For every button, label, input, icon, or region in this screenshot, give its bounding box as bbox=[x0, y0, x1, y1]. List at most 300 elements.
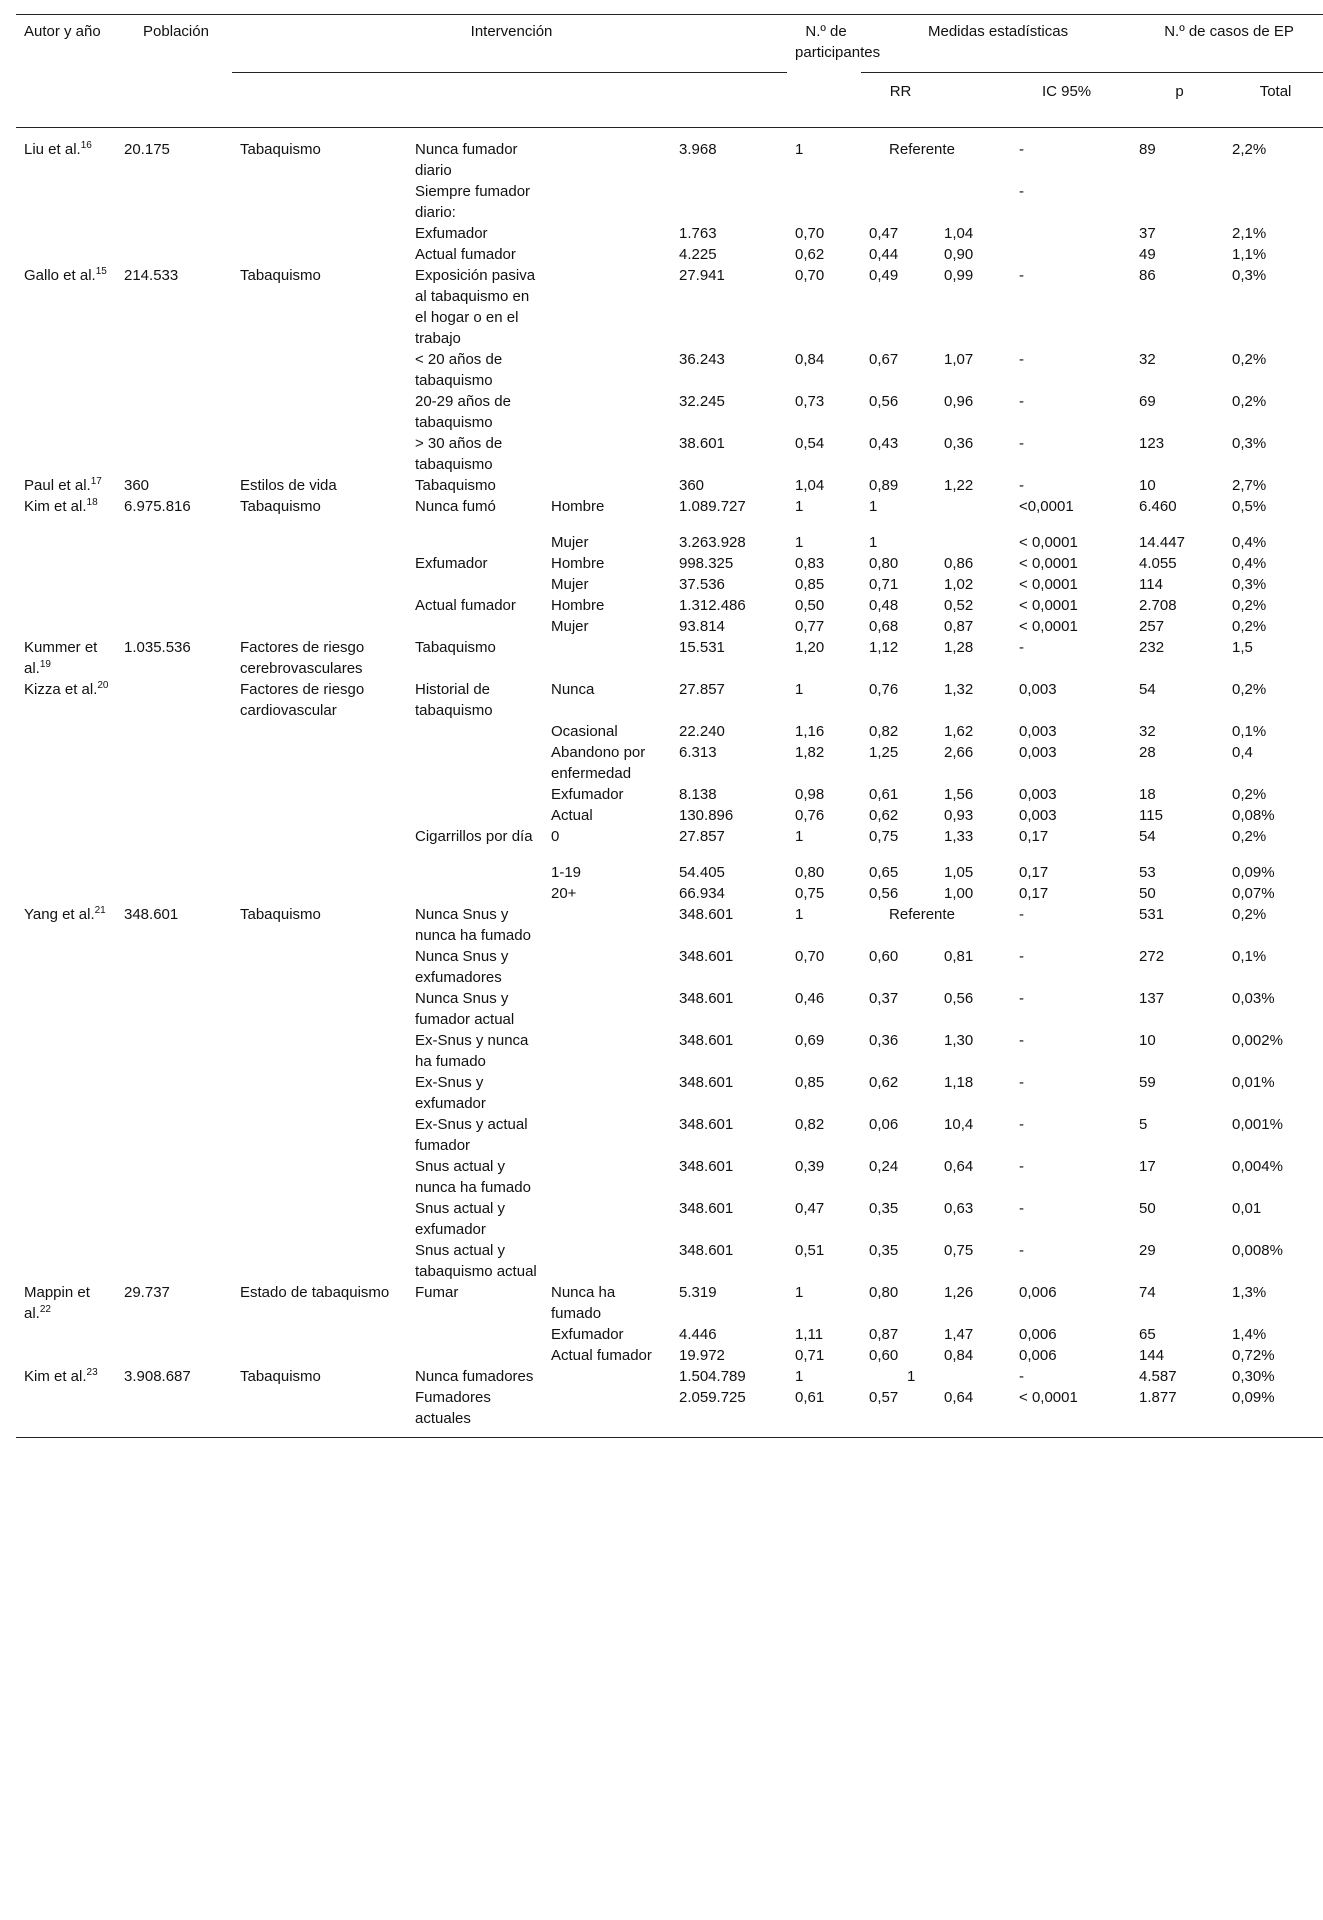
population-cell bbox=[116, 988, 232, 1030]
author-name: Kim et al. bbox=[24, 1368, 87, 1385]
participants-cell: 8.138 bbox=[679, 786, 717, 803]
ic95-high-cell: 0,96 bbox=[944, 393, 974, 410]
intervention-type-cell bbox=[232, 616, 407, 637]
author-cell bbox=[16, 244, 116, 265]
header-participants: N.º de participantes bbox=[795, 23, 881, 61]
participants-cell: 348.601 bbox=[679, 948, 734, 965]
percent-cell: 0,2% bbox=[1232, 681, 1267, 698]
intervention-detail-cell: Snus actual y nunca ha fumado bbox=[415, 1158, 531, 1196]
percent-cell: 0,03% bbox=[1232, 990, 1275, 1007]
participants-cell: 3.263.928 bbox=[679, 534, 746, 551]
author-reference: 22 bbox=[39, 1304, 51, 1315]
ic95-high-cell: 1,02 bbox=[944, 576, 974, 593]
subgroup-cell bbox=[543, 181, 671, 223]
table-row bbox=[16, 475, 1323, 496]
author-cell bbox=[16, 988, 116, 1030]
ic95-low-cell: 0,61 bbox=[869, 786, 899, 803]
total-cases-cell: 65 bbox=[1139, 1326, 1156, 1343]
population-cell bbox=[116, 721, 232, 742]
intervention-detail-cell: Nunca Snus y fumador actual bbox=[415, 990, 515, 1028]
ic95-low-cell: 0,67 bbox=[869, 351, 899, 368]
ic95-high-cell: 1,05 bbox=[944, 864, 974, 881]
table-row bbox=[16, 1030, 1323, 1072]
table-row bbox=[16, 988, 1323, 1030]
percent-cell: 1,4% bbox=[1232, 1326, 1267, 1343]
participants-cell: 27.857 bbox=[679, 828, 725, 845]
subgroup-cell bbox=[543, 128, 671, 182]
author-cell bbox=[16, 616, 116, 637]
author-cell bbox=[16, 1030, 116, 1072]
participants-cell: 360 bbox=[679, 477, 705, 494]
rr-cell: 1,16 bbox=[795, 723, 825, 740]
author-cell bbox=[16, 637, 116, 679]
percent-cell bbox=[1224, 181, 1323, 223]
author-reference: 23 bbox=[86, 1367, 98, 1378]
author-name: Kim et al. bbox=[24, 498, 87, 515]
rr-cell: 0,73 bbox=[795, 393, 825, 410]
percent-cell: 1,3% bbox=[1232, 1284, 1267, 1301]
table-row bbox=[16, 265, 1323, 349]
percent-cell: 0,001% bbox=[1232, 1116, 1283, 1133]
percent-cell: 0,72% bbox=[1232, 1347, 1275, 1364]
participants-cell: 3.968 bbox=[679, 141, 717, 158]
table-row bbox=[16, 128, 1323, 182]
rr-cell: 0,70 bbox=[795, 948, 825, 965]
author-cell bbox=[16, 181, 116, 223]
participants-cell: 998.325 bbox=[679, 555, 734, 572]
ic95-low-cell: 1 bbox=[869, 534, 878, 551]
intervention-detail-cell: Snus actual y tabaquismo actual bbox=[415, 1242, 537, 1280]
population-cell bbox=[116, 946, 232, 988]
subgroup-cell bbox=[543, 244, 671, 265]
rr-cell: 1,11 bbox=[795, 1326, 824, 1343]
percent-cell: 0,4% bbox=[1232, 555, 1267, 572]
rr-cell: 1 bbox=[795, 534, 804, 551]
population-cell bbox=[116, 883, 232, 904]
percent-cell: 0,09% bbox=[1224, 1387, 1323, 1438]
author-cell bbox=[16, 1156, 116, 1198]
total-cases-cell: 18 bbox=[1139, 786, 1156, 803]
percent-cell: 0,5% bbox=[1232, 498, 1267, 515]
participants-cell: 5.319 bbox=[679, 1284, 717, 1301]
p-value-cell: 0,17 bbox=[1019, 828, 1049, 845]
participants-cell: 93.814 bbox=[679, 618, 725, 635]
percent-cell: 0,30% bbox=[1232, 1368, 1275, 1385]
table-row bbox=[16, 679, 1323, 721]
percent-cell: 0,01% bbox=[1232, 1074, 1275, 1091]
population-cell: 20.175 bbox=[124, 141, 170, 158]
author-cell bbox=[16, 1282, 116, 1324]
rr-cell: 1 bbox=[795, 828, 804, 845]
author-cell bbox=[16, 223, 116, 244]
participants-cell: 348.601 bbox=[679, 1116, 734, 1133]
percent-cell: 0,2% bbox=[1232, 828, 1267, 845]
intervention-detail-cell: Actual fumador bbox=[415, 246, 516, 263]
author-name: Paul et al. bbox=[24, 477, 91, 494]
intervention-type-cell: Tabaquismo bbox=[240, 498, 321, 515]
ic95-high-cell: 1,47 bbox=[944, 1326, 974, 1343]
intervention-type-cell bbox=[232, 742, 407, 784]
percent-cell: 0,008% bbox=[1232, 1242, 1283, 1259]
intervention-type-cell: Factores de riesgo cerebrovasculares bbox=[240, 639, 365, 677]
population-cell bbox=[116, 1324, 232, 1345]
intervention-type-cell bbox=[232, 721, 407, 742]
ic95-high-cell: 1,30 bbox=[944, 1032, 974, 1049]
participants-cell: 1.312.486 bbox=[679, 597, 746, 614]
intervention-detail-cell bbox=[407, 883, 543, 904]
total-cases-cell: 232 bbox=[1139, 639, 1165, 656]
subgroup-cell bbox=[543, 1072, 671, 1114]
participants-cell: 2.059.725 bbox=[671, 1387, 787, 1438]
rr-cell: 1 bbox=[795, 141, 804, 158]
population-cell bbox=[116, 1114, 232, 1156]
intervention-type-cell bbox=[232, 946, 407, 988]
percent-cell: 0,09% bbox=[1232, 864, 1275, 881]
intervention-detail-cell: Siempre fumador diario: bbox=[415, 183, 531, 221]
subgroup-cell: Hombre bbox=[551, 597, 605, 614]
rr-cell: 0,84 bbox=[795, 351, 825, 368]
table-row bbox=[16, 721, 1323, 742]
table-row bbox=[16, 904, 1323, 946]
p-value-cell: - bbox=[1019, 1032, 1025, 1049]
participants-cell: 4.225 bbox=[679, 246, 717, 263]
p-value-cell bbox=[1011, 223, 1131, 244]
author-reference: 18 bbox=[86, 497, 98, 508]
ic95-high-cell: 1,33 bbox=[944, 828, 974, 845]
percent-cell: 0,3% bbox=[1232, 435, 1267, 452]
participants-cell: 348.601 bbox=[679, 1074, 734, 1091]
ic95-low-cell: 0,24 bbox=[869, 1158, 899, 1175]
total-cases-cell: 50 bbox=[1139, 1200, 1156, 1217]
intervention-detail-cell: Exfumador bbox=[415, 555, 488, 572]
total-cases-cell: 32 bbox=[1139, 723, 1156, 740]
ic95-low-cell: 0,60 bbox=[869, 948, 899, 965]
rr-cell: 0,98 bbox=[795, 786, 825, 803]
p-value-cell: 0,17 bbox=[1019, 864, 1049, 881]
author-cell bbox=[16, 883, 116, 904]
population-cell bbox=[116, 553, 232, 574]
author-cell bbox=[16, 805, 116, 826]
author-cell bbox=[16, 1198, 116, 1240]
table-row bbox=[16, 244, 1323, 265]
population-cell bbox=[116, 349, 232, 391]
participants-cell: 348.601 bbox=[679, 990, 734, 1007]
table-row bbox=[16, 1387, 1323, 1438]
subgroup-cell bbox=[543, 1156, 671, 1198]
author-cell bbox=[16, 553, 116, 574]
author-cell bbox=[16, 1345, 116, 1366]
percent-cell: 1,1% bbox=[1232, 246, 1267, 263]
author-cell bbox=[16, 128, 116, 182]
rr-cell: 1,04 bbox=[795, 477, 825, 494]
ic95-cell: 1 bbox=[907, 1368, 916, 1385]
ic95-low-cell: 0,57 bbox=[861, 1387, 936, 1438]
author-cell bbox=[16, 1072, 116, 1114]
intervention-detail-cell: Nunca fumadores bbox=[415, 1368, 534, 1385]
intervention-type-cell bbox=[232, 1198, 407, 1240]
intervention-type-cell bbox=[232, 391, 407, 433]
population-cell bbox=[116, 1072, 232, 1114]
intervention-type-cell bbox=[232, 1240, 407, 1282]
ic95-low-cell: 1 bbox=[869, 498, 878, 515]
intervention-type-cell bbox=[232, 805, 407, 826]
ic95-high-cell bbox=[936, 532, 1011, 553]
percent-cell: 0,2% bbox=[1232, 906, 1267, 923]
ic95-high-cell: 1,26 bbox=[944, 1284, 974, 1301]
subgroup-cell bbox=[543, 904, 671, 946]
rr-cell: 0,54 bbox=[795, 435, 825, 452]
intervention-type-cell bbox=[232, 574, 407, 595]
intervention-type-cell bbox=[232, 1030, 407, 1072]
author-reference: 21 bbox=[94, 905, 106, 916]
total-cases-cell: 1.877 bbox=[1131, 1387, 1224, 1438]
population-cell bbox=[116, 1387, 232, 1438]
table-row bbox=[16, 826, 1323, 862]
ic95-high-cell: 10,4 bbox=[944, 1116, 974, 1133]
subgroup-cell bbox=[543, 1366, 671, 1387]
subgroup-cell bbox=[543, 1030, 671, 1072]
p-value-cell: 0,006 bbox=[1019, 1326, 1057, 1343]
total-cases-cell bbox=[1131, 181, 1224, 223]
rr-cell: 0,51 bbox=[795, 1242, 825, 1259]
participants-cell: 348.601 bbox=[679, 906, 734, 923]
p-value-cell: < 0,0001 bbox=[1011, 1387, 1131, 1438]
intervention-detail-cell bbox=[407, 742, 543, 784]
participants-cell: 27.857 bbox=[679, 681, 725, 698]
p-value-cell: 0,003 bbox=[1019, 681, 1057, 698]
intervention-detail-cell bbox=[407, 1324, 543, 1345]
ic95-low-cell: 0,65 bbox=[869, 864, 899, 881]
ic95-low-cell: 0,49 bbox=[869, 267, 899, 284]
intervention-type-cell bbox=[232, 1072, 407, 1114]
total-cases-cell: 89 bbox=[1139, 141, 1156, 158]
p-value-cell: 0,003 bbox=[1019, 786, 1057, 803]
participants-cell: 22.240 bbox=[679, 723, 725, 740]
p-value-cell: - bbox=[1019, 948, 1025, 965]
total-cases-cell: 37 bbox=[1139, 225, 1156, 242]
total-cases-cell: 115 bbox=[1139, 807, 1163, 824]
table-row bbox=[16, 433, 1323, 475]
ic95-low-cell: 0,56 bbox=[869, 885, 899, 902]
participants-cell: 36.243 bbox=[679, 351, 725, 368]
ic95-low-cell: 0,87 bbox=[869, 1326, 899, 1343]
header-cases: N.º de casos de EP bbox=[1131, 15, 1323, 73]
subgroup-cell: Hombre bbox=[551, 498, 605, 515]
intervention-detail-cell: Nunca Snus y exfumadores bbox=[415, 948, 509, 986]
intervention-type-cell bbox=[232, 553, 407, 574]
intervention-detail-cell: Ex-Snus y exfumador bbox=[415, 1074, 486, 1112]
subgroup-cell: Exfumador bbox=[551, 1326, 624, 1343]
population-cell: 348.601 bbox=[124, 906, 179, 923]
header-population: Población bbox=[143, 23, 209, 40]
percent-cell: 0,1% bbox=[1232, 723, 1267, 740]
population-cell: 6.975.816 bbox=[124, 498, 191, 515]
participants-cell: 32.245 bbox=[679, 393, 725, 410]
total-cases-cell: 4.587 bbox=[1139, 1368, 1177, 1385]
author-name: Gallo et al. bbox=[24, 267, 96, 284]
p-value-cell: < 0,0001 bbox=[1019, 534, 1078, 551]
subgroup-cell bbox=[543, 988, 671, 1030]
table-row bbox=[16, 616, 1323, 637]
table-row bbox=[16, 742, 1323, 784]
participants-cell: 19.972 bbox=[679, 1347, 725, 1364]
subgroup-cell bbox=[543, 433, 671, 475]
intervention-detail-cell bbox=[407, 1345, 543, 1366]
author-cell bbox=[16, 904, 116, 946]
participants-cell: 348.601 bbox=[679, 1200, 734, 1217]
rr-cell: 0,82 bbox=[795, 1116, 825, 1133]
percent-cell: 2,2% bbox=[1232, 141, 1267, 158]
total-cases-cell: 123 bbox=[1139, 435, 1165, 452]
subgroup-cell bbox=[543, 349, 671, 391]
population-cell bbox=[116, 784, 232, 805]
population-cell bbox=[116, 1030, 232, 1072]
subgroup-cell: Ocasional bbox=[551, 723, 618, 740]
total-cases-cell: 257 bbox=[1139, 618, 1165, 635]
author-reference: 20 bbox=[97, 680, 109, 691]
p-value-cell: - bbox=[1019, 1242, 1025, 1259]
author-cell bbox=[16, 1240, 116, 1282]
subgroup-cell: 1-19 bbox=[551, 864, 582, 881]
p-value-cell: 0,006 bbox=[1019, 1284, 1057, 1301]
subgroup-cell bbox=[543, 475, 671, 496]
p-value-cell: - bbox=[1019, 393, 1025, 410]
p-value-cell: < 0,0001 bbox=[1019, 597, 1078, 614]
subgroup-cell bbox=[543, 391, 671, 433]
header-ic95: IC 95% bbox=[1041, 83, 1092, 100]
p-value-cell: - bbox=[1019, 1368, 1025, 1385]
intervention-type-cell bbox=[232, 349, 407, 391]
total-cases-cell: 14.447 bbox=[1139, 534, 1185, 551]
ic95-low-cell: 0,60 bbox=[869, 1347, 899, 1364]
rr-cell: 1,82 bbox=[795, 744, 825, 761]
participants-cell: 130.896 bbox=[679, 807, 734, 824]
ic95-low-cell: 0,44 bbox=[869, 246, 899, 263]
total-cases-cell: 10 bbox=[1139, 477, 1156, 494]
p-value-cell: 0,003 bbox=[1019, 723, 1057, 740]
population-cell bbox=[116, 805, 232, 826]
intervention-detail-cell bbox=[407, 532, 543, 553]
rr-cell: 0,62 bbox=[795, 246, 825, 263]
intervention-detail-cell bbox=[407, 721, 543, 742]
ic95-low-cell: 0,75 bbox=[869, 828, 899, 845]
intervention-type-cell bbox=[232, 1387, 407, 1438]
percent-cell: 2,1% bbox=[1232, 225, 1267, 242]
percent-cell: 0,3% bbox=[1232, 267, 1267, 284]
ic95-low-cell: 1,12 bbox=[869, 639, 899, 656]
participants-cell: 348.601 bbox=[679, 1242, 734, 1259]
population-cell: 1.035.536 bbox=[124, 639, 191, 656]
intervention-detail-cell: Snus actual y exfumador bbox=[415, 1200, 506, 1238]
author-name: Kummer et al. bbox=[24, 639, 98, 677]
rr-cell: 0,70 bbox=[795, 267, 825, 284]
population-cell bbox=[116, 181, 232, 223]
p-value-cell: <0,0001 bbox=[1019, 498, 1074, 515]
total-cases-cell: 54 bbox=[1139, 828, 1156, 845]
p-value-cell: - bbox=[1019, 351, 1025, 368]
author-cell bbox=[16, 475, 116, 496]
subgroup-cell: Nunca ha fumado bbox=[551, 1284, 616, 1322]
population-cell bbox=[116, 862, 232, 883]
total-cases-cell: 144 bbox=[1139, 1347, 1165, 1364]
participants-cell: 1.504.789 bbox=[679, 1368, 746, 1385]
ic95-high-cell: 1,22 bbox=[944, 477, 974, 494]
total-cases-cell: 4.055 bbox=[1139, 555, 1177, 572]
author-cell bbox=[16, 862, 116, 883]
intervention-detail-cell bbox=[407, 574, 543, 595]
ic95-low-cell: 0,35 bbox=[869, 1200, 899, 1217]
intervention-detail-cell bbox=[407, 616, 543, 637]
ic95-low-cell: 1,25 bbox=[869, 744, 899, 761]
intervention-type-cell bbox=[232, 532, 407, 553]
intervention-detail-cell: Cigarrillos por día bbox=[415, 828, 533, 845]
table-row bbox=[16, 1156, 1323, 1198]
intervention-detail-cell bbox=[407, 784, 543, 805]
rr-cell: 1 bbox=[795, 681, 804, 698]
participants-cell: 6.313 bbox=[679, 744, 717, 761]
p-value-cell: < 0,0001 bbox=[1019, 576, 1078, 593]
rr-cell: 0,61 bbox=[787, 1387, 861, 1438]
participants-cell: 348.601 bbox=[679, 1158, 734, 1175]
table-row bbox=[16, 391, 1323, 433]
intervention-type-cell bbox=[232, 862, 407, 883]
rr-cell: 0,85 bbox=[795, 1074, 825, 1091]
author-cell bbox=[16, 532, 116, 553]
percent-cell: 0,004% bbox=[1232, 1158, 1283, 1175]
author-name: Kizza et al. bbox=[24, 681, 98, 698]
rr-cell: 1,20 bbox=[795, 639, 825, 656]
author-name: Yang et al. bbox=[24, 906, 95, 923]
subgroup-cell bbox=[543, 1240, 671, 1282]
participants-cell: 66.934 bbox=[679, 885, 725, 902]
author-cell bbox=[16, 721, 116, 742]
intervention-type-cell: Estilos de vida bbox=[240, 477, 337, 494]
ic95-high-cell bbox=[936, 496, 1011, 532]
subgroup-cell: Actual bbox=[551, 807, 593, 824]
subgroup-cell: 0 bbox=[551, 828, 560, 845]
ic95-cell: Referente bbox=[889, 906, 955, 923]
author-cell bbox=[16, 496, 116, 532]
table-row bbox=[16, 595, 1323, 616]
rr-cell: 0,83 bbox=[795, 555, 825, 572]
intervention-type-cell bbox=[232, 595, 407, 616]
participants-cell: 27.941 bbox=[679, 267, 725, 284]
ic95-high-cell: 0,63 bbox=[944, 1200, 974, 1217]
intervention-type-cell bbox=[232, 988, 407, 1030]
author-cell bbox=[16, 826, 116, 862]
total-cases-cell: 29 bbox=[1139, 1242, 1156, 1259]
ic95-high-cell: 1,28 bbox=[944, 639, 974, 656]
p-value-cell: < 0,0001 bbox=[1019, 555, 1078, 572]
total-cases-cell: 531 bbox=[1139, 906, 1165, 923]
p-value-cell: 0,17 bbox=[1019, 885, 1049, 902]
intervention-detail-cell: Fumadores actuales bbox=[407, 1387, 543, 1438]
subgroup-cell bbox=[543, 946, 671, 988]
participants-cell bbox=[671, 181, 787, 223]
total-cases-cell: 74 bbox=[1139, 1284, 1156, 1301]
table-row bbox=[16, 1282, 1323, 1324]
rr-cell: 0,69 bbox=[795, 1032, 825, 1049]
intervention-type-cell bbox=[232, 181, 407, 223]
ic95-high-cell: 0,56 bbox=[944, 990, 974, 1007]
p-value-cell: - bbox=[1019, 906, 1025, 923]
author-reference: 16 bbox=[80, 140, 92, 151]
ic95-low-cell bbox=[861, 181, 936, 223]
population-cell bbox=[116, 532, 232, 553]
subgroup-cell bbox=[543, 1114, 671, 1156]
total-cases-cell: 17 bbox=[1139, 1158, 1156, 1175]
ic95-low-cell: 0,80 bbox=[869, 1284, 899, 1301]
